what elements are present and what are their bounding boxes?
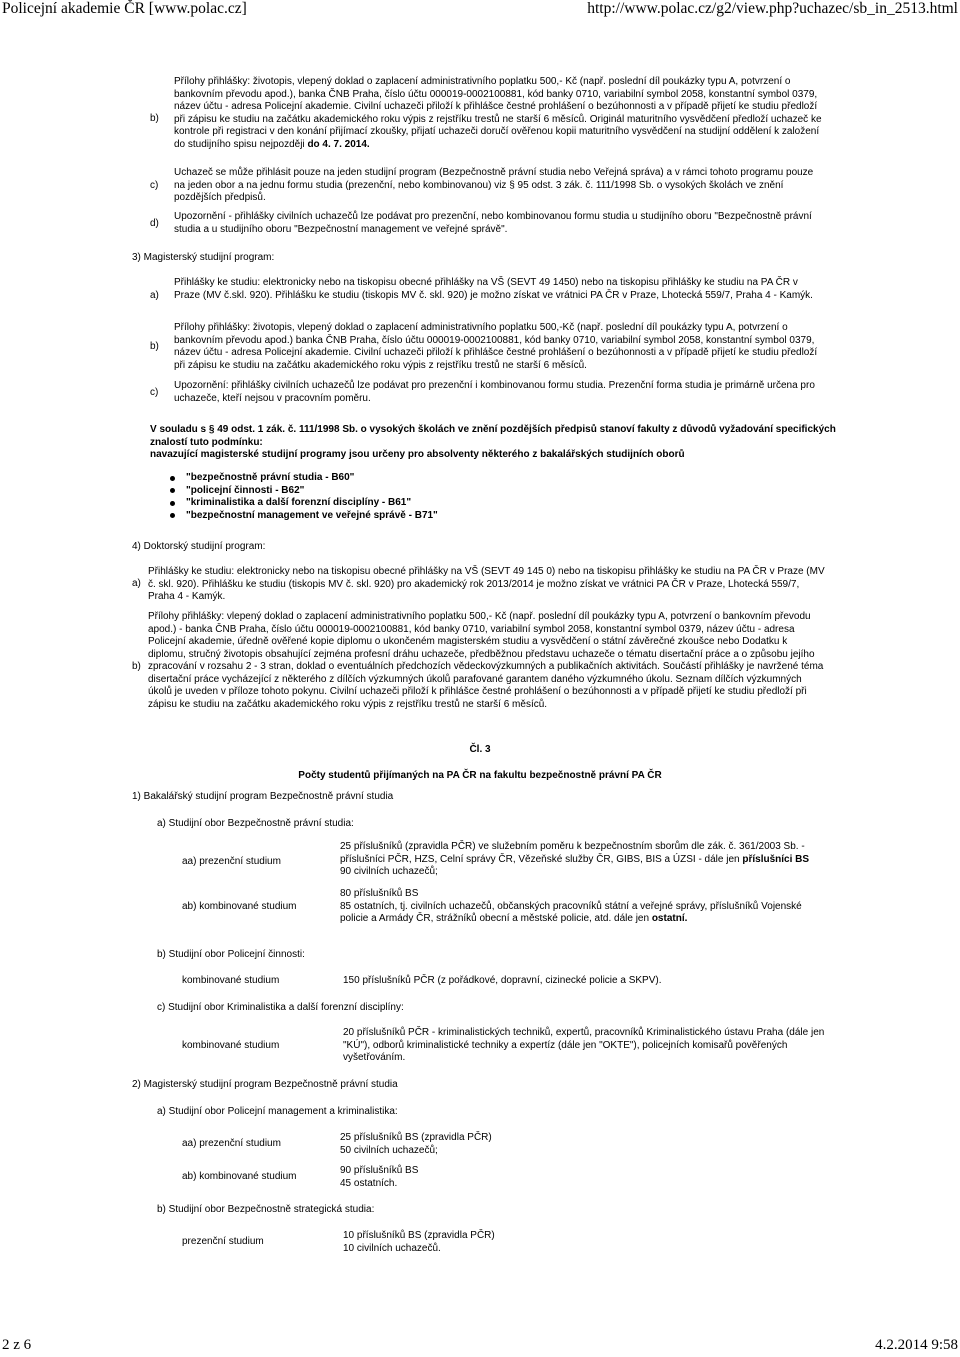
quota-text: 45 ostatních. bbox=[340, 1177, 398, 1189]
item-label-a: a) bbox=[150, 290, 159, 301]
page-url: http://www.polac.cz/g2/view.php?uchazec/sb_in_2513.html bbox=[587, 0, 958, 17]
master-condition: V souladu s § 49 odst. 1 zák. č. 111/1998 Sb. o vysokých školách ve znění pozdějších předpisů stanoví fakulty z důvodů vyžadování specifických znalostí tuto podmínku: bbox=[150, 424, 836, 448]
study-quota bbox=[340, 841, 830, 879]
quota-text: 80 příslušníků BS bbox=[340, 888, 419, 899]
item-label-b: b) bbox=[132, 661, 141, 672]
field-heading: a) Studijní obor Bezpečnostně právní studia: bbox=[157, 818, 354, 829]
list-item: "bezpečnostně právní studia - B60" bbox=[170, 472, 438, 485]
quota-text: 10 příslušníků BS (zpravidla PČR) bbox=[343, 1230, 495, 1241]
study-quota bbox=[340, 1165, 640, 1190]
master-condition-programs: navazující magisterské studijní programy jsou určeny pro absolventy některého z bakalářských studijních oborů bbox=[150, 449, 685, 460]
item-label-b: b) bbox=[150, 113, 159, 124]
bachelor-count-heading: 1) Bakalářský studijní program Bezpečnostně právní studia bbox=[132, 791, 394, 802]
field-heading: b) Studijní obor Policejní činnosti: bbox=[157, 949, 305, 960]
item-label-d: d) bbox=[150, 218, 159, 229]
item-label-c: c) bbox=[150, 387, 159, 398]
bachelor-attachments bbox=[174, 76, 826, 151]
master-eligible-fields bbox=[170, 472, 438, 522]
doctoral-application: Přihlášky ke studiu: elektronicky nebo na tiskopisu obecné přihlášky na VŠ (SEVT 49 145 0) nebo na tiskopisu přihlášky ke studiu na PA ČR v Praze (MV č. skl. 920). Přihlášku ke studiu (tiskopis MV č. skl. 920) pro akademický rok 2013/2014 je možno získat ve vrátnici PA ČR v Praze, Lhotecká 559/7, Praha 4 - Kamýk. bbox=[148, 566, 825, 602]
master-civil-note: Upozornění: přihlášky civilních uchazečů lze podávat pro prezenční i kombinovanou formu studia. Prezenční forma studia je primárně určena pro uchazeče, kteří nejsou v pracovním poměru. bbox=[174, 380, 815, 404]
page-number: 2 z 6 bbox=[2, 1337, 32, 1353]
study-form-label: aa) prezenční studium bbox=[182, 856, 281, 867]
quota-term: příslušníci BS bbox=[742, 853, 810, 865]
quota-term: ostatní. bbox=[651, 913, 688, 924]
study-form-label: prezenční studium bbox=[182, 1236, 264, 1247]
field-heading: c) Studijní obor Kriminalistika a další forenzní disciplíny: bbox=[157, 1002, 404, 1013]
article-number: Čl. 3 bbox=[469, 744, 491, 755]
quota-text: 25 příslušníků BS (zpravidla PČR) bbox=[340, 1132, 492, 1143]
bachelor-civil-note: Upozornění - přihlášky civilních uchazečů lze podávat pro prezenční, nebo kombinovanou formu studia u studijního oboru "Bezpečnostně právní studia a u studijního oboru "Bezpečnostní management ve veřejné správě". bbox=[174, 211, 812, 235]
field-heading: b) Studijní obor Bezpečnostně strategická studia: bbox=[157, 1204, 375, 1215]
browser-print-header bbox=[0, 0, 960, 26]
study-quota bbox=[340, 1132, 640, 1157]
master-count-heading: 2) Magisterský studijní program Bezpečnostně právní studia bbox=[132, 1079, 398, 1090]
list-item: "kriminalistika a další forenzní disciplíny - B61" bbox=[170, 497, 438, 510]
study-quota bbox=[343, 1230, 643, 1255]
quota-text: 90 příslušníků BS bbox=[340, 1165, 419, 1176]
master-heading: 3) Magisterský studijní program: bbox=[132, 252, 275, 263]
list-item: "policejní činnosti - B62" bbox=[170, 485, 438, 498]
study-quota bbox=[340, 888, 830, 926]
study-form-label: ab) kombinované studium bbox=[182, 1171, 297, 1182]
print-timestamp: 4.2.2014 9:58 bbox=[875, 1337, 958, 1353]
quota-text: 10 civilních uchazečů. bbox=[343, 1242, 441, 1254]
bachelor-attachments-text: Přílohy přihlášky: životopis, vlepený doklad o zaplacení administrativního poplatku 500,- Kč (např. poslední díl poukázky typu A, potvrzení o bankovním převodu apod.), banka ČNB Praha, číslo účtu 000019-0002100881, kód banky 0710, variabilní symbol 2058, konstantní symbol 0379, název účtu - adresa Policejní akademie. Civilní uchazeči přiloží k přihlášce čestné prohlášení o bezúhonnosti a v případě přijetí ke studiu předloží při zápisu ke studiu na začátku akademického roku výpis z rejstříku trestů ne starší 6 měsíců. Originál maturitního vysvědčení předloží uchazeč ke kontrole při registraci v den konání přijímací zkoušky, přijatí uchazeči doručí ověřenou kopii maturitního vysvědčení na studijní oddělení k založení do studijního spisu nejpozději bbox=[174, 76, 822, 150]
item-label-a: a) bbox=[132, 578, 141, 589]
study-form-label: ab) kombinované studium bbox=[182, 901, 297, 912]
quota-text: 25 příslušníků (zpravidla PČR) ve služebním poměru k bezpečnostním sborům dle zák. č. 361/2003 Sb. - příslušníci PČR, HZS, Celní správy ČR, Vězeňské služby ČR, GIBS, BIS a ÚZSI - dále jen bbox=[340, 841, 805, 865]
doctoral-heading: 4) Doktorský studijní program: bbox=[132, 541, 266, 552]
quota-text: 90 civilních uchazečů; bbox=[340, 866, 438, 877]
study-form-label: kombinované studium bbox=[182, 975, 280, 986]
study-quota: 20 příslušníků PČR - kriminalistických techniků, expertů, pracovníků Kriminalistického ústavu Praha (dále jen "KÚ"), odborů kriminalistické techniky a expertíz (dále jen "OKTE"), policejních komisařů pověřených vyšetřováním. bbox=[343, 1027, 825, 1063]
master-attachments: Přílohy přihlášky: životopis, vlepený doklad o zaplacení administrativního poplatku 500,-Kč (např. poslední díl poukázky typu A, potvrzení o bankovním převodu apod.) banka ČNB Praha, číslo účtu 000019-0002100881, kód banky 0710, variabilní symbol 2058, konstantní symbol 0379, název účtu - adresa Policejní akademie. Civilní uchazeči přiloží k přihlášce čestné prohlášení o bezúhonnosti a v případě přijetí ke studiu předloží při zápisu ke studiu na začátku akademického roku výpis z rejstříku trestů ne starší 6 měsíců. bbox=[174, 322, 818, 371]
field-heading: a) Studijní obor Policejní management a kriminalistika: bbox=[157, 1106, 398, 1117]
bachelor-single-program-note: Uchazeč se může přihlásit pouze na jeden studijní program (Bezpečnostně právní studia nebo Veřejná správa) a v rámci tohoto programu pouze na jeden obor a na jednu formu studia (prezenční, nebo kombinovanou) viz § 95 odst. 3 zák. č. 111/1998 Sb. o vysokých školách ve znění pozdějších předpisů. bbox=[174, 167, 814, 203]
bachelor-deadline: do 4. 7. 2014. bbox=[307, 138, 370, 150]
browser-print-footer bbox=[0, 1338, 960, 1356]
article-title: Počty studentů přijímaných na PA ČR na fakultu bezpečnostně právní PA ČR bbox=[298, 770, 662, 781]
doctoral-attachments: Přílohy přihlášky: vlepený doklad o zaplacení administrativního poplatku 500,- Kč (např. poslední díl poukázky typu A, potvrzení o bankovním převodu apod.) - banka ČNB Praha, číslo účtu 000019-0002100881, kód banky 0710, variabilní symbol 2058, konstantní symbol 0379, název účtu - adresa Policejní akademie, úředně ověřené kopie diplomu o ukončeném magisterském studiu a vysvědčení o státní závěrečné zkoušce nebo Dodatku k diplomu, stručný životopis obsahující zejména profesní dráhu uchazeče, předběžnou představu uchazeče o tématu disertační práce a o způsobu jejího zpracování v rozsahu 2 - 3 stran, doklad o eventuálních předchozích vědeckovýzkumných a publikačních aktivitách. Součástí přihlášky je navržené téma disertační práce vycházející z některého z dílčích výzkumných úkolů parafované garantem daného výzkumného úkolu. Seznam dílčích výzkumných úkolů je uveden v příloze tohoto pokynu. Civilní uchazeči přiloží k přihlášce čestné prohlášení o bezúhonnosti a v případě přijetí ke studiu předloží při zápisu ke studiu na začátku akademického roku výpis z rejstříku trestů ne starší 6 měsíců. bbox=[148, 611, 824, 710]
study-form-label: kombinované studium bbox=[182, 1040, 280, 1051]
quota-text: 50 civilních uchazečů; bbox=[340, 1144, 438, 1156]
study-quota: 150 příslušníků PČR (z pořádkové, dopravní, cizinecké policie a SKPV). bbox=[343, 975, 662, 986]
quota-text: 85 ostatních, tj. civilních uchazečů, občanských pracovníků státní a veřejné správy, příslušníků Vojenské policie a Armády ČR, strážníků obecní a městské policie, atd. dále jen bbox=[340, 900, 802, 924]
site-title: Policejní akademie ČR [www.polac.cz] bbox=[2, 0, 247, 17]
item-label-b: b) bbox=[150, 341, 159, 352]
item-label-c: c) bbox=[150, 180, 159, 191]
list-item: "bezpečnostní management ve veřejné správě - B71" bbox=[170, 510, 438, 523]
master-application: Přihlášky ke studiu: elektronicky nebo na tiskopisu obecné přihlášky na VŠ (SEVT 49 1450) nebo na tiskopisu přihlášky ke studiu na PA ČR v Praze (MV č.skl. 920). Přihlášku ke studiu (tiskopis MV č. skl. 920) je možno získat ve vrátnici PA ČR v Praze, Lhotecká 559/7, Praha 4 - Kamýk. bbox=[174, 277, 813, 301]
study-form-label: aa) prezenční studium bbox=[182, 1138, 281, 1149]
